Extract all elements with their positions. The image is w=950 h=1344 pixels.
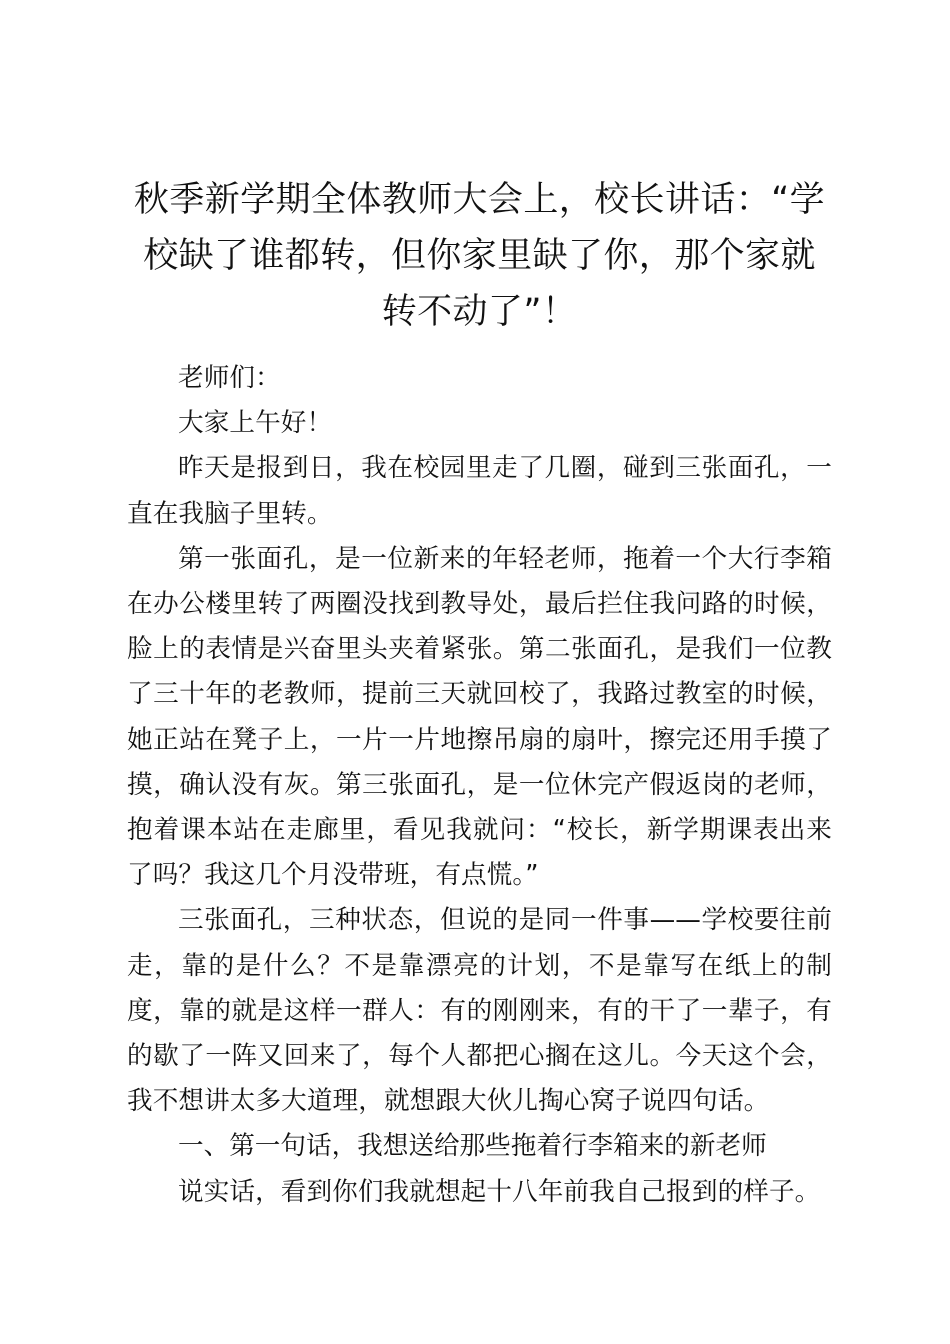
body-paragraph: 说实话，看到你们我就想起十八年前我自己报到的样子。 bbox=[178, 1176, 821, 1207]
body-paragraph: 第一张面孔，是一位新来的年轻老师，拖着一个大行李箱在办公楼里转了两圈没找到教导处，最后拦住我问路的时候，脸上的表情是兴奋里头夹着紧张。第二张面孔，是我们一位教了三十年的老教师，提前三天就回校了，我路过教室的时候，她正站在凳子上，一片一片地擦吊扇的扇叶，擦完还用手摸了摸，确认没有灰。第三张面孔，是一位休完产假返岗的老师，抱着课本站在走廊里，看见我就问：“校长，新学期课表出来了吗？我这几个月没带班，有点慌。” bbox=[127, 543, 832, 891]
body-paragraph: 昨天是报到日，我在校园里走了几圈，碰到三张面孔，一直在我脑子里转。 bbox=[127, 453, 832, 529]
body-paragraph: 三张面孔，三种状态，但说的是同一件事——学校要往前走，靠的是什么？不是靠漂亮的计划，不是靠写在纸上的制度，靠的就是这样一群人：有的刚刚来，有的干了一辈子，有的歇了一阵又回来了，每个人都把心搁在这儿。今天这个会，我不想讲太多大道理，就想跟大伙儿掏心窝子说四句话。 bbox=[127, 905, 832, 1117]
greeting-paragraph: 老师们： bbox=[178, 363, 281, 393]
section-heading: 一、第一句话，我想送给那些拖着行李箱来的新老师 bbox=[178, 1131, 767, 1162]
salutation-paragraph: 大家上午好！ bbox=[178, 408, 333, 439]
document-page bbox=[127, 172, 832, 1215]
document-title: 秋季新学期全体教师大会上，校长讲话：“学校缺了谁都转，但你家里缺了你，那个家就转不动了”！ bbox=[133, 180, 826, 332]
